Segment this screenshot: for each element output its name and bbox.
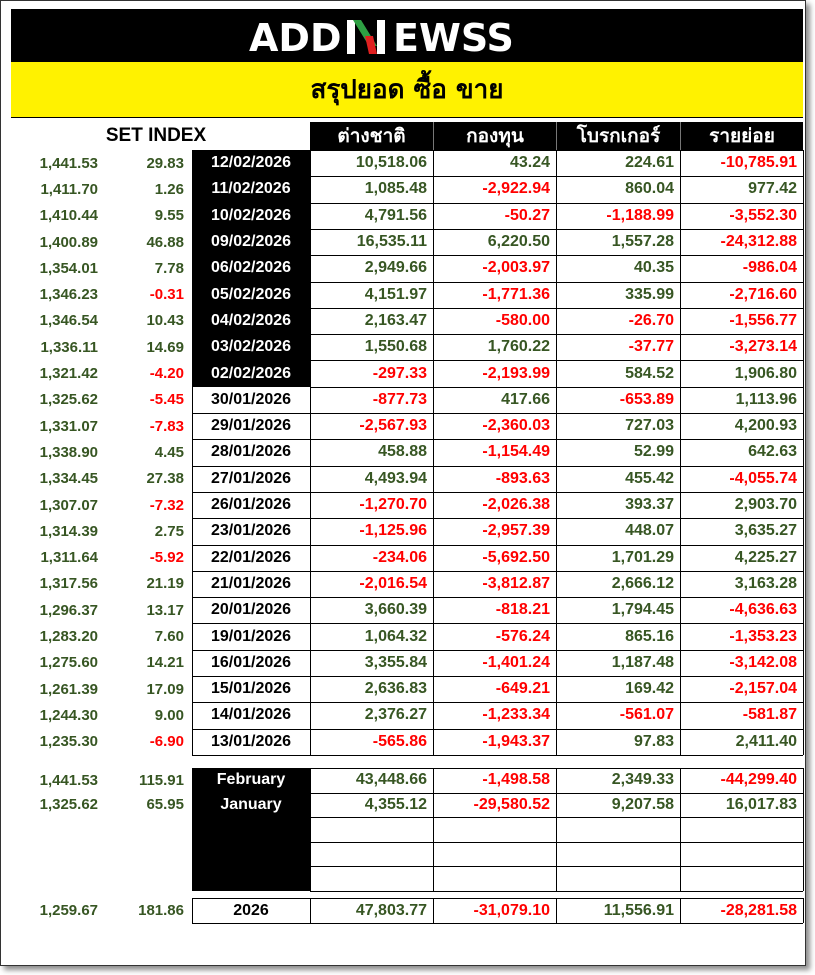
net-broker: 393.37 xyxy=(625,496,674,514)
set-index-change: 14.69 xyxy=(146,338,184,356)
net-fund: -1,771.36 xyxy=(482,285,550,303)
trade-date: 15/01/2026 xyxy=(210,680,292,698)
net-retail: 2,411.40 xyxy=(735,732,797,750)
net-broker: 448.07 xyxy=(625,522,674,540)
grid-line xyxy=(680,898,681,923)
net-broker: -1,188.99 xyxy=(606,206,674,224)
month-label: January xyxy=(220,795,282,813)
set-index-change: 9.55 xyxy=(154,207,184,225)
column-header-foreign: ต่างชาติ xyxy=(310,122,433,150)
trade-date: 10/02/2026 xyxy=(210,206,292,224)
grid-line xyxy=(192,387,193,755)
set-index-value: 1,346.54 xyxy=(39,312,98,330)
year-net-foreign: 47,803.77 xyxy=(355,901,427,919)
month-index-value: 1,325.62 xyxy=(39,796,98,814)
set-index-value: 1,317.56 xyxy=(39,575,98,593)
grid-line xyxy=(192,439,803,440)
trade-date: 12/02/2026 xyxy=(210,154,292,172)
net-retail: -1,556.77 xyxy=(729,311,797,329)
set-index-change: -5.92 xyxy=(149,549,184,567)
trade-date: 20/01/2026 xyxy=(210,601,292,619)
net-broker: 1,557.28 xyxy=(611,233,674,251)
grid-line xyxy=(803,150,804,755)
trade-date: 03/02/2026 xyxy=(210,338,292,356)
net-broker: 52.99 xyxy=(633,443,674,461)
net-retail: 642.63 xyxy=(748,443,797,461)
net-foreign: 2,949.66 xyxy=(364,259,427,277)
logo-n-mark xyxy=(347,20,385,54)
grid-line xyxy=(556,768,557,891)
trade-date: 05/02/2026 xyxy=(210,285,292,303)
set-index-value: 1,441.53 xyxy=(39,154,98,172)
set-index-value: 1,346.23 xyxy=(39,286,98,304)
net-fund: 1,760.22 xyxy=(487,338,550,356)
net-fund: -1,233.34 xyxy=(482,706,550,724)
net-fund: -1,401.24 xyxy=(482,653,550,671)
net-retail: 4,200.93 xyxy=(734,417,797,435)
net-broker: 224.61 xyxy=(625,154,674,172)
net-broker: 1,701.29 xyxy=(611,548,674,566)
addnewss-logo xyxy=(247,14,567,58)
set-index-change: 46.88 xyxy=(146,233,184,251)
logo-text-right: EWSS xyxy=(393,15,514,58)
grid-line xyxy=(310,768,311,891)
trade-date: 11/02/2026 xyxy=(211,180,291,198)
net-foreign: 2,636.83 xyxy=(364,680,427,698)
month-net-foreign: 43,448.66 xyxy=(355,771,427,789)
set-index-value: 1,354.01 xyxy=(39,259,98,277)
grid-line xyxy=(192,597,803,598)
set-index-value: 1,244.30 xyxy=(39,706,98,724)
year-net-broker: 11,556.91 xyxy=(603,901,674,919)
grid-line xyxy=(192,466,803,467)
set-index-change: -6.90 xyxy=(149,733,184,751)
grid-line xyxy=(192,413,803,414)
trade-date: 27/01/2026 xyxy=(210,469,292,487)
set-index-value: 1,283.20 xyxy=(39,628,98,646)
net-retail: 977.42 xyxy=(748,180,797,198)
brand-banner xyxy=(11,9,803,62)
net-fund: -2,957.39 xyxy=(482,522,550,540)
grid-line xyxy=(192,702,803,703)
set-index-change: 7.60 xyxy=(154,628,184,646)
net-retail: 4,225.27 xyxy=(734,548,797,566)
trade-date: 29/01/2026 xyxy=(210,417,292,435)
net-foreign: 4,493.94 xyxy=(364,469,427,487)
set-index-value: 1,296.37 xyxy=(39,601,98,619)
net-retail: 2,903.70 xyxy=(734,496,797,514)
set-index-change: -7.83 xyxy=(149,417,184,435)
set-index-change: 10.43 xyxy=(146,312,184,330)
set-index-value: 1,338.90 xyxy=(39,443,98,461)
year-index-value: 1,259.67 xyxy=(39,902,98,919)
net-broker: -561.07 xyxy=(619,706,674,724)
net-fund: -576.24 xyxy=(495,627,550,645)
trade-date: 28/01/2026 xyxy=(210,443,292,461)
net-fund: -2,360.03 xyxy=(482,417,550,435)
set-index-value: 1,336.11 xyxy=(40,338,98,356)
set-index-value: 1,331.07 xyxy=(39,417,98,435)
net-fund: 43.24 xyxy=(509,154,550,172)
net-foreign: 10,518.06 xyxy=(355,154,427,172)
net-retail: 1,906.80 xyxy=(734,364,797,382)
net-foreign: 4,791.56 xyxy=(364,206,427,224)
net-fund: -649.21 xyxy=(495,680,550,698)
page-title-bar xyxy=(11,62,803,118)
net-broker: 2,666.12 xyxy=(611,574,674,592)
net-retail: -2,716.60 xyxy=(729,285,797,303)
grid-line xyxy=(556,898,557,923)
grid-line xyxy=(192,898,193,923)
net-foreign: -1,125.96 xyxy=(359,522,427,540)
net-fund: 417.66 xyxy=(501,390,550,408)
net-retail: -3,142.08 xyxy=(729,653,797,671)
net-broker: 40.35 xyxy=(633,259,674,277)
grid-line xyxy=(310,150,311,755)
net-foreign: 4,151.97 xyxy=(364,285,427,303)
column-header-retail: รายย่อย xyxy=(680,122,803,150)
set-index-value: 1,314.39 xyxy=(39,522,98,540)
set-index-value: 1,325.62 xyxy=(39,391,98,409)
net-fund: 6,220.50 xyxy=(487,233,550,251)
grid-line xyxy=(192,650,803,651)
net-fund: -5,692.50 xyxy=(482,548,550,566)
column-header-fund: กองทุน xyxy=(433,122,556,150)
set-index-change: 21.19 xyxy=(146,575,184,593)
net-broker: 727.03 xyxy=(625,417,674,435)
trade-date: 13/01/2026 xyxy=(210,732,292,750)
month-net-broker: 9,207.58 xyxy=(611,795,674,813)
trade-date: 04/02/2026 xyxy=(210,311,292,329)
trade-date: 26/01/2026 xyxy=(210,496,292,514)
set-index-value: 1,261.39 xyxy=(39,680,98,698)
net-foreign: 16,535.11 xyxy=(356,233,427,251)
net-retail: -1,353.23 xyxy=(729,627,797,645)
net-fund: -3,812.87 xyxy=(482,574,550,592)
logo-text-left: ADD xyxy=(249,15,342,58)
grid-line xyxy=(433,898,434,923)
set-index-value: 1,400.89 xyxy=(39,233,98,251)
net-retail: -3,552.30 xyxy=(729,206,797,224)
net-foreign: -565.86 xyxy=(372,732,427,750)
net-retail: -4,636.63 xyxy=(729,601,797,619)
month-index-value: 1,441.53 xyxy=(39,771,98,789)
net-broker: 335.99 xyxy=(625,285,674,303)
trade-date: 30/01/2026 xyxy=(210,390,292,408)
grid-line xyxy=(803,898,804,923)
trade-date: 21/01/2026 xyxy=(210,574,292,592)
net-retail: -2,157.04 xyxy=(729,680,797,698)
grid-line xyxy=(192,545,803,546)
set-index-change: 4.45 xyxy=(154,443,184,461)
grid-line xyxy=(192,623,803,624)
net-foreign: -2,567.93 xyxy=(359,417,427,435)
net-fund: -2,922.94 xyxy=(482,180,550,198)
month-net-retail: -44,299.40 xyxy=(720,771,797,789)
net-foreign: -2,016.54 xyxy=(359,574,427,592)
grid-line xyxy=(556,150,557,755)
set-index-value: 1,275.60 xyxy=(39,654,98,672)
month-index-change: 115.91 xyxy=(138,771,184,789)
month-net-fund: -1,498.58 xyxy=(482,771,550,789)
set-index-value: 1,311.64 xyxy=(40,549,98,567)
net-foreign: -234.06 xyxy=(372,548,427,566)
net-fund: -2,193.99 xyxy=(482,364,550,382)
net-foreign: -1,270.70 xyxy=(359,496,427,514)
net-broker: 1,187.48 xyxy=(611,653,674,671)
net-retail: -581.87 xyxy=(742,706,797,724)
net-foreign: 2,163.47 xyxy=(364,311,427,329)
set-index-change: -4.20 xyxy=(149,365,184,383)
grid-line xyxy=(433,150,434,755)
grid-line xyxy=(192,571,803,572)
set-index-label: SET INDEX xyxy=(105,125,207,146)
net-fund: -1,154.49 xyxy=(482,443,550,461)
set-index-value: 1,307.07 xyxy=(39,496,98,514)
net-fund: -893.63 xyxy=(495,469,550,487)
grid-line xyxy=(192,755,803,756)
set-index-change: 1.26 xyxy=(154,180,184,198)
set-index-change: 2.75 xyxy=(154,522,184,540)
net-fund: -580.00 xyxy=(495,311,550,329)
net-retail: -4,055.74 xyxy=(729,469,797,487)
month-label: February xyxy=(216,771,286,789)
trade-date: 19/01/2026 xyxy=(210,627,292,645)
net-broker: 860.04 xyxy=(625,180,674,198)
net-broker: 584.52 xyxy=(625,364,674,382)
net-broker: 169.42 xyxy=(625,680,674,698)
grid-line xyxy=(192,923,803,924)
month-net-fund: -29,580.52 xyxy=(473,795,550,813)
net-fund: -818.21 xyxy=(495,601,550,619)
year-index-change: 181.86 xyxy=(138,902,184,919)
net-foreign: 1,550.68 xyxy=(364,338,427,356)
trade-date: 16/01/2026 xyxy=(210,653,292,671)
grid-line xyxy=(192,676,803,677)
net-broker: -37.77 xyxy=(628,338,674,356)
trade-date: 09/02/2026 xyxy=(210,233,292,251)
net-retail: 1,113.96 xyxy=(735,390,797,408)
month-net-foreign: 4,355.12 xyxy=(364,795,427,813)
month-index-change: 65.95 xyxy=(146,796,184,814)
trade-date: 22/01/2026 xyxy=(210,548,292,566)
net-fund: -2,026.38 xyxy=(482,496,550,514)
trade-date: 02/02/2026 xyxy=(210,364,292,382)
set-index-change: -5.45 xyxy=(149,391,184,409)
net-fund: -1,943.37 xyxy=(482,732,550,750)
year-label: 2026 xyxy=(233,901,269,919)
net-retail: -10,785.91 xyxy=(720,154,797,172)
month-net-retail: 16,017.83 xyxy=(725,795,797,813)
net-broker: 1,794.45 xyxy=(611,601,674,619)
set-index-change: 9.00 xyxy=(154,706,184,724)
net-retail: 3,163.28 xyxy=(734,574,797,592)
net-foreign: 2,376.27 xyxy=(364,706,427,724)
set-index-value: 1,411.70 xyxy=(40,180,98,198)
net-retail: -3,273.14 xyxy=(729,338,797,356)
set-index-value: 1,334.45 xyxy=(39,470,98,488)
year-net-retail: -28,281.58 xyxy=(720,901,797,919)
net-foreign: 1,085.48 xyxy=(364,180,427,198)
net-broker: 865.16 xyxy=(625,627,674,645)
net-foreign: 458.88 xyxy=(378,443,427,461)
set-index-change: 27.38 xyxy=(146,470,184,488)
grid-line xyxy=(310,898,311,923)
net-retail: 3,635.27 xyxy=(734,522,797,540)
month-net-broker: 2,349.33 xyxy=(611,771,674,789)
set-index-change: 13.17 xyxy=(146,601,184,619)
year-net-fund: -31,079.10 xyxy=(473,901,550,919)
grid-line xyxy=(803,768,804,891)
column-header-broker: โบรกเกอร์ xyxy=(556,122,680,150)
net-foreign: -297.33 xyxy=(372,364,427,382)
net-retail: -986.04 xyxy=(742,259,797,277)
set-index-value: 1,235.30 xyxy=(39,733,98,751)
net-broker: -26.70 xyxy=(628,311,674,329)
grid-line xyxy=(192,729,803,730)
set-index-change: -7.32 xyxy=(149,496,184,514)
net-foreign: 3,355.84 xyxy=(364,653,427,671)
set-index-value: 1,321.42 xyxy=(39,365,98,383)
net-foreign: 3,660.39 xyxy=(364,601,427,619)
trade-date: 14/01/2026 xyxy=(210,706,292,724)
trade-date: 23/01/2026 xyxy=(210,522,292,540)
net-foreign: -877.73 xyxy=(372,390,427,408)
set-index-change: 17.09 xyxy=(146,680,184,698)
net-foreign: 1,064.32 xyxy=(364,627,427,645)
net-retail: -24,312.88 xyxy=(720,233,797,251)
trade-date: 06/02/2026 xyxy=(210,259,292,277)
set-index-change: 14.21 xyxy=(146,654,184,672)
grid-line xyxy=(192,518,803,519)
net-broker: -653.89 xyxy=(619,390,674,408)
set-index-change: 29.83 xyxy=(146,154,184,172)
net-fund: -50.27 xyxy=(504,206,550,224)
grid-line xyxy=(192,492,803,493)
set-index-value: 1,410.44 xyxy=(39,207,98,225)
grid-line xyxy=(680,150,681,755)
page-title: สรุปยอด ซื้อ ขาย xyxy=(310,75,504,105)
grid-line xyxy=(680,768,681,891)
grid-line xyxy=(433,768,434,891)
net-broker: 97.83 xyxy=(633,732,674,750)
grid-line xyxy=(310,891,803,892)
grid-line xyxy=(192,898,803,899)
net-fund: -2,003.97 xyxy=(482,259,550,277)
net-broker: 455.42 xyxy=(625,469,674,487)
set-index-change: -0.31 xyxy=(149,286,184,304)
set-index-change: 7.78 xyxy=(154,259,184,277)
